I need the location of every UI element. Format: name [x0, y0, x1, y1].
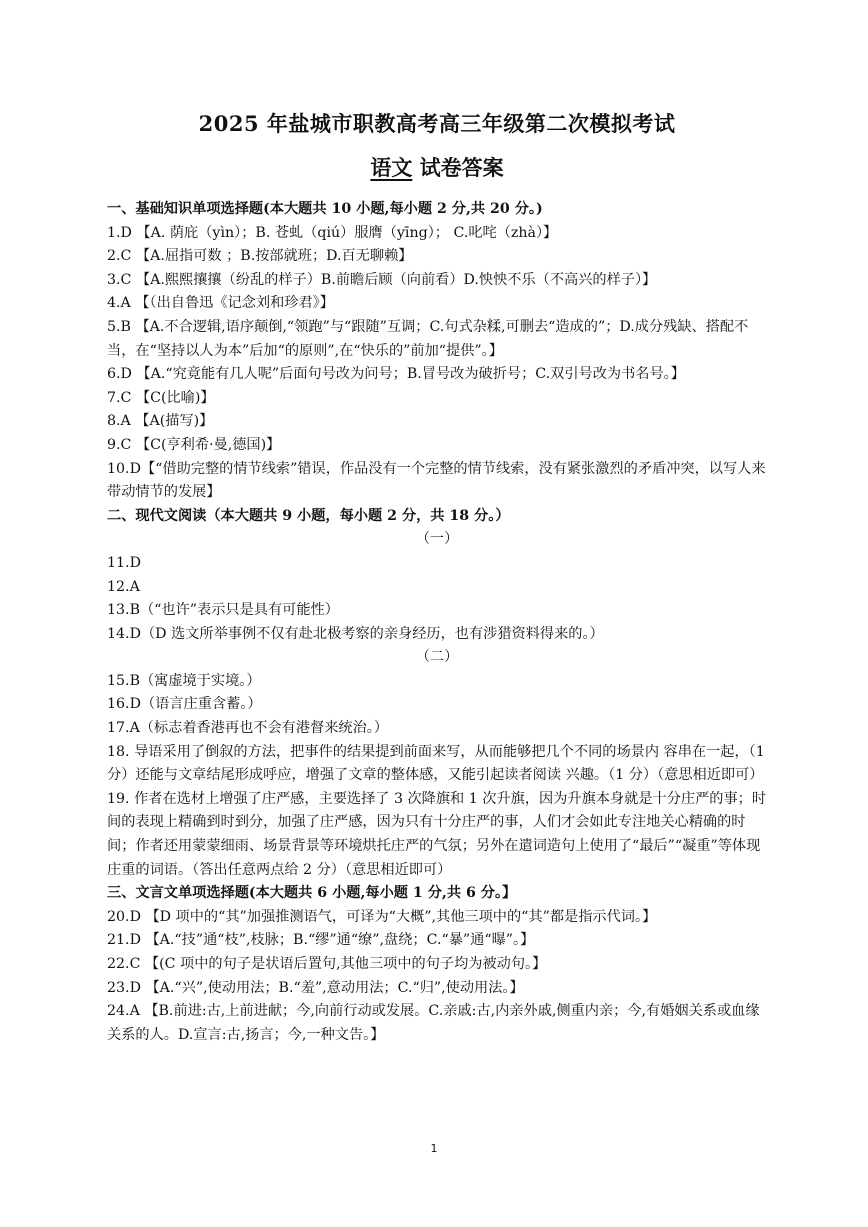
- subtitle-rest: 试卷答案: [412, 155, 504, 180]
- answer-item: 11.D: [107, 554, 141, 571]
- section-heading: 三、文言文单项选择题(本大题共 6 小题,每小题 1 分,共 6 分。】: [107, 885, 517, 902]
- answer-item: 15.B（寓虚境于实境。）: [107, 672, 261, 689]
- answer-item: 9.C 【C(亨利希·曼,德国)】: [107, 436, 281, 453]
- answer-item: 16.D（语言庄重含蓄。）: [107, 696, 262, 713]
- answer-item: 5.B 【A.不合逻辑,语序颠倒,“领跑”与“跟随”互调；C.句式杂糅,可删去“造成的”；D.成分残缺、搭配不当，在“坚持以人为本”后加“的原则”,在“快乐的”前加“提供”。】: [107, 318, 749, 359]
- answer-item: 19. 作者在选材上增强了庄严感，主要选择了 3 次降旗和 1 次升旗，因为升旗本身就是十分庄严的事；时间的表现上精确到时到分，加强了庄严感，因为只有十分庄严的事，人们才会如此专注地关心精确的时间；作者还用蒙蒙细雨、场景背景等环境烘托庄严的气氛；另外在遣词造句上使用了“最后”“凝重”等体现庄重的词语。（答出任意两点给 2 分）（意思相近即可）: [107, 790, 767, 878]
- answer-item: 13.B（“也许”表示只是具有可能性）: [107, 602, 339, 619]
- answer-item: 12.A: [107, 578, 140, 595]
- answer-item: 18. 导语采用了倒叙的方法，把事件的结果提到前面来写，从而能够把几个不同的场景内 容串在一起，（1 分）还能与文章结尾形成呼应，增强了文章的整体感，又能引起读者阅读 兴趣。（1 分）（意思相近即可）: [107, 743, 765, 784]
- answer-item: 2.C 【A.屈指可数 ；B.按部就班；D.百无聊赖】: [107, 248, 413, 265]
- answer-sheet-page: [107, 108, 767, 1047]
- answer-item: 6.D 【A.“究竟能有几人呢”后面句号改为问号；B.冒号改为破折号；C.双引号改为书名号。】: [107, 366, 685, 383]
- answer-list: [107, 198, 767, 1047]
- subsection-marker: （二）: [415, 649, 459, 666]
- subject-name: 语文: [370, 155, 413, 180]
- answer-item: 7.C 【C(比喻)】: [107, 389, 215, 406]
- answer-item: 4.A 【（出自鲁迅《记念刘和珍君》】: [107, 295, 334, 312]
- page-number: 1: [430, 1142, 438, 1155]
- answer-item: 24.A 【B.前进:古,上前进献；今,向前行动或发展。C.亲戚:古,内亲外戚,侧重内亲；今,有婚姻关系或血缘关系的人。D.宣言:古,扬言；今,一种文告。】: [107, 1003, 760, 1043]
- document-subtitle: [107, 152, 767, 184]
- answer-item: 14.D（D 选文所举事例不仅有赴北极考察的亲身经历，也有涉猎资料得来的。）: [107, 625, 604, 642]
- section-heading: 一、基础知识单项选择题(本大题共 10 小题,每小题 2 分,共 20 分。): [107, 201, 543, 217]
- answer-item: 3.C 【A.熙熙攘攘（纷乱的样子）B.前瞻后顾（向前看）D.怏怏不乐（不高兴的样子）】: [107, 271, 657, 288]
- answer-item: 22.C 【(C 项中的句子是状语后置句,其他三项中的句子均为被动句。】: [107, 956, 547, 972]
- answer-item: 8.A 【A(描写)】: [107, 413, 214, 430]
- answer-item: 1.D 【A. 荫庇（yìn）；B. 苍虬（qiú）服膺（yīng）； C.叱咤（zhà）】: [107, 224, 558, 241]
- answer-item: 21.D 【A.“技”通“枝”,枝脉；B.“缪”通“缭”,盘绕；C.“暴”通“曝”。】: [107, 932, 535, 949]
- answer-item: 17.A（标志着香港再也不会有港督来统治。）: [107, 720, 389, 737]
- subsection-marker: （一）: [415, 531, 459, 548]
- answer-item: 23.D 【A.“兴”,使动用法；B.“羞”,意动用法；C.“归”,使动用法。】: [107, 979, 524, 996]
- document-title: 2025 年盐城市职教高考高三年级第二次模拟考试: [198, 111, 676, 136]
- answer-item: 20.D 【D 项中的“其”加强推测语气，可译为“大概”,其他三项中的“其”都是指示代词。】: [107, 908, 657, 925]
- answer-item: 10.D【“借助完整的情节线索”错误，作品没有一个完整的情节线索，没有紧张激烈的矛盾冲突，以写人来带动情节的发展】: [107, 460, 766, 501]
- section-heading: 二、现代文阅读（本大题共 9 小题，每小题 2 分，共 18 分。）: [107, 507, 510, 524]
